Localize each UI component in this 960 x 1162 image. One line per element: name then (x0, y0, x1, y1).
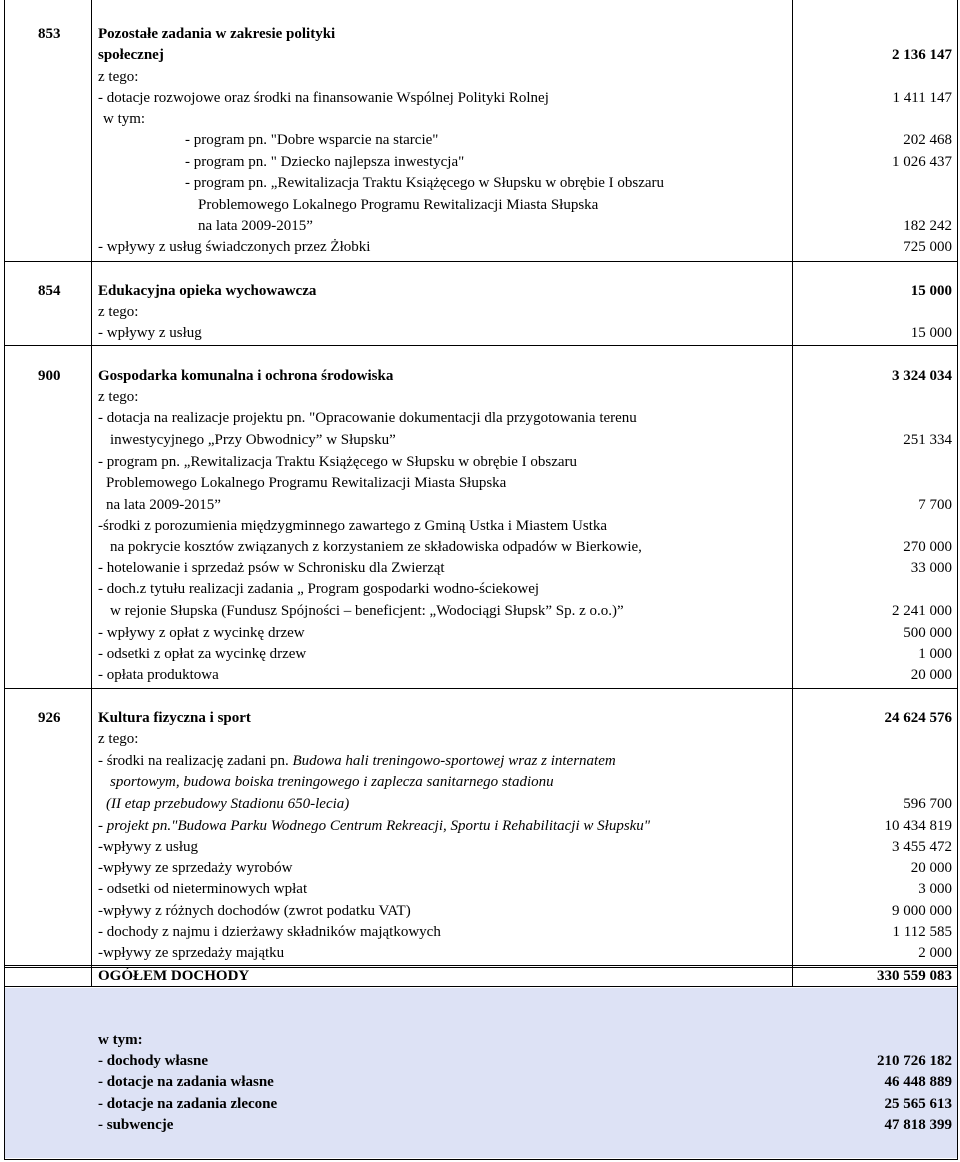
income-value: 9 000 000 (892, 903, 952, 919)
grand-total-value: 330 559 083 (877, 968, 952, 984)
income-line: - doch.z tytułu realizacji zadania „ Program gospodarki wodno-ściekowej (98, 581, 540, 597)
program-line-cont: na lata 2009-2015” (198, 218, 313, 234)
income-line: - wpływy z opłat z wycinkę drzew (98, 625, 305, 641)
income-line: - odsetki z opłat za wycinkę drzew (98, 646, 307, 662)
z-tego-label: z tego: (98, 304, 139, 320)
income-value: 20 000 (910, 860, 952, 876)
section-code: 926 (38, 710, 61, 726)
summary-label: - dochody własne (98, 1053, 209, 1069)
section-total: 2 136 147 (892, 47, 952, 63)
summary-value: 210 726 182 (877, 1053, 952, 1069)
income-line: - dochody z najmu i dzierżawy składników majątkowych (98, 924, 441, 940)
summary-label: - dotacje na zadania własne (98, 1074, 274, 1090)
row-divider (4, 688, 958, 689)
income-value: 725 000 (903, 239, 952, 255)
grand-total-label: OGÓŁEM DOCHODY (98, 968, 250, 984)
income-line-cont: Problemowego Lokalnego Programu Rewitalizacji Miasta Słupska (106, 475, 507, 491)
income-line-prefix: - środki na realizację zadani pn. (98, 753, 289, 769)
income-line: -wpływy z różnych dochodów (zwrot podatku VAT) (98, 903, 411, 919)
income-line (98, 752, 616, 770)
income-value: 596 700 (903, 796, 952, 812)
income-value: 1 411 147 (892, 90, 952, 106)
program-line: - program pn. "Dobre wsparcie na starcie" (185, 132, 439, 148)
program-value: 1 026 437 (892, 154, 952, 170)
section-title: Edukacyjna opieka wychowawcza (98, 283, 317, 299)
section-title: Pozostałe zadania w zakresie polityki (98, 26, 336, 42)
income-line: - odsetki od nieterminowych wpłat (98, 881, 308, 897)
income-line-cont: sportowym, budowa boiska treningowego i zaplecza sanitarnego stadionu (110, 774, 554, 790)
income-value: 3 000 (918, 881, 952, 897)
summary-value: 47 818 399 (884, 1117, 952, 1133)
income-line-cont: w rejonie Słupska (Fundusz Spójności – beneficjent: „Wodociągi Słupsk” Sp. z o.o.)” (110, 603, 624, 619)
income-value: 7 700 (918, 497, 952, 513)
value-column-divider (792, 0, 793, 986)
income-line: - program pn. „Rewitalizacja Traktu Książęcego w Słupsku w obrębie I obszaru (98, 454, 578, 470)
section-title: Kultura fizyczna i sport (98, 710, 251, 726)
code-column-divider (91, 0, 92, 986)
income-line: -wpływy z usług (98, 839, 198, 855)
income-value: 500 000 (903, 625, 952, 641)
section-title-cont: społecznej (98, 47, 164, 63)
income-line-cont: inwestycyjnego „Przy Obwodnicy” w Słupsku” (110, 432, 396, 448)
section-code: 853 (38, 26, 61, 42)
income-line: -wpływy ze sprzedaży wyrobów (98, 860, 293, 876)
income-line-cont: na lata 2009-2015” (106, 497, 221, 513)
program-line-cont: Problemowego Lokalnego Programu Rewitalizacji Miasta Słupska (198, 197, 599, 213)
income-line: - wpływy z usług (98, 325, 202, 341)
income-line: - dotacja na realizacje projektu pn. "Opracowanie dokumentacji dla przygotowania terenu (98, 410, 637, 426)
program-value: 202 468 (903, 132, 952, 148)
section-code: 900 (38, 368, 61, 384)
income-value: 3 455 472 (892, 839, 952, 855)
income-line: - dotacje rozwojowe oraz środki na finansowanie Wspólnej Polityki Rolnej (98, 90, 549, 106)
w-tym-label: w tym: (103, 111, 146, 127)
income-value: 1 112 585 (892, 924, 952, 940)
summary-w-tym: w tym: (98, 1032, 143, 1048)
income-value: 1 000 (918, 646, 952, 662)
income-value: 33 000 (910, 560, 952, 576)
section-title: Gospodarka komunalna i ochrona środowiska (98, 368, 394, 384)
z-tego-label: z tego: (98, 731, 139, 747)
income-line: - hotelowanie i sprzedaż psów w Schronisku dla Zwierząt (98, 560, 445, 576)
income-value: 251 334 (903, 432, 952, 448)
income-line-italic: Budowa hali treningowo-sportowej wraz z internatem (292, 753, 616, 769)
income-line: - projekt pn."Budowa Parku Wodnego Centrum Rekreacji, Sportu i Rehabilitacji w Słupsku" (98, 818, 651, 834)
section-code: 854 (38, 283, 61, 299)
row-divider (4, 345, 958, 346)
section-total: 3 324 034 (892, 368, 952, 384)
z-tego-label: z tego: (98, 69, 139, 85)
summary-value: 46 448 889 (884, 1074, 952, 1090)
summary-label: - dotacje na zadania zlecone (98, 1096, 278, 1112)
row-divider (4, 986, 958, 987)
summary-label: - subwencje (98, 1117, 174, 1133)
income-value: 20 000 (910, 667, 952, 683)
row-divider (4, 261, 958, 262)
income-value: 15 000 (910, 325, 952, 341)
income-value: 2 000 (918, 945, 952, 961)
income-line: - opłata produktowa (98, 667, 219, 683)
section-total: 15 000 (910, 283, 952, 299)
summary-value: 25 565 613 (884, 1096, 952, 1112)
z-tego-label: z tego: (98, 389, 139, 405)
income-line: -wpływy ze sprzedaży majątku (98, 945, 285, 961)
income-line: - wpływy z usług świadczonych przez Żłobki (98, 239, 371, 255)
income-line-cont: na pokrycie kosztów związanych z korzystaniem ze składowiska odpadów w Bierkowie, (110, 539, 642, 555)
program-line: - program pn. " Dziecko najlepsza inwestycja" (185, 154, 465, 170)
income-value: 270 000 (903, 539, 952, 555)
program-value: 182 242 (903, 218, 952, 234)
income-line-cont: (II etap przebudowy Stadionu 650-lecia) (106, 796, 350, 812)
row-divider (4, 965, 958, 966)
bottom-border (4, 1159, 958, 1160)
income-line: -środki z porozumienia międzygminnego zawartego z Gminą Ustka i Miastem Ustka (98, 518, 608, 534)
income-value: 10 434 819 (884, 818, 952, 834)
income-value: 2 241 000 (892, 603, 952, 619)
program-line: - program pn. „Rewitalizacja Traktu Książęcego w Słupsku w obrębie I obszaru (185, 175, 665, 191)
section-total: 24 624 576 (884, 710, 952, 726)
